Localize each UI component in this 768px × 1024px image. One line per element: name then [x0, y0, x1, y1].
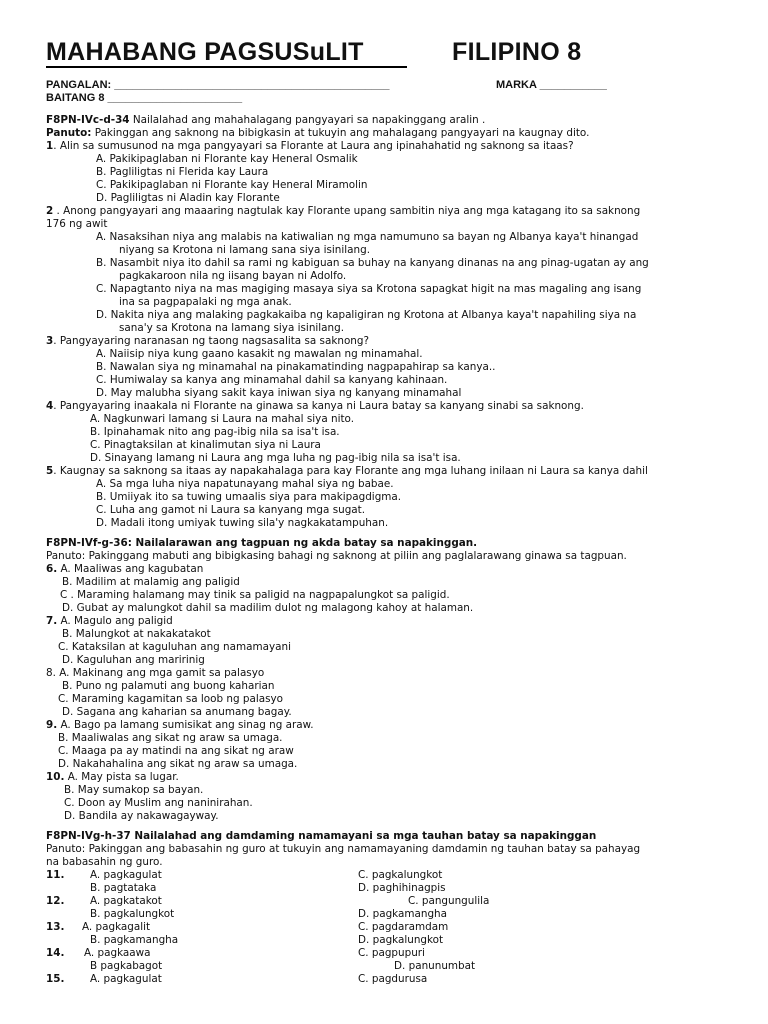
- question-stem: . Anong pangyayari ang maaaring nagtulak kay Florante upang sambitin niya ang mga katagang ito sa saknong: [53, 205, 641, 217]
- choice-continued: sana'y sa Krotona na lamang siya isinilang.: [119, 322, 345, 334]
- choice-continued: ina sa pagpapalaki ng mga anak.: [119, 296, 292, 308]
- choice: C. Humiwalay sa kanya ang minamahal dahil sa kanyang kahinaan.: [96, 374, 448, 386]
- choice: A. Nasaksihan niya ang malabis na katiwalian ng mga namumuno sa bayan ng Albanya kaya't hinangad: [96, 231, 639, 243]
- exam-title: MAHABANG PAGSUSuLIT: [46, 38, 364, 66]
- choice: C. Maaga pa ay matindi na ang sikat ng araw: [58, 745, 294, 757]
- choice: D. pagkamangha: [358, 908, 447, 920]
- choice: A. Naiisip niya kung gaano kasakit ng mawalan ng minamahal.: [96, 348, 423, 360]
- question-number: 15.: [46, 973, 65, 985]
- choice: C. Pakikipaglaban ni Florante kay Heneral Miramolin: [96, 179, 368, 191]
- choice-continued: pagkakaroon nila ng iisang bayan ni Adolfo.: [119, 270, 347, 282]
- choice: B. May sumakop sa bayan.: [64, 784, 204, 796]
- choice: C . Maraming halamang may tinik sa paligid na nagpapalungkot sa paligid.: [60, 589, 450, 601]
- question-stem: . Alin sa sumusunod na mga pangyayari sa Florante at Laura ang ipinahahatid ng saknong sa itaas?: [53, 140, 574, 152]
- question-number: 11.: [46, 869, 65, 881]
- choice: A. pagkaawa: [84, 947, 151, 959]
- choice: B. Malungkot at nakakatakot: [62, 628, 211, 640]
- choice: B. pagkamangha: [90, 934, 179, 946]
- choice: A. pagkagalit: [82, 921, 151, 933]
- choice: D. Nakita niya ang malaking pagkakaiba ng kapaligiran ng Krotona at Albanya kaya't napahiling siya na: [96, 309, 637, 321]
- choice: B. Pagliligtas ni Flerida kay Laura: [96, 166, 269, 178]
- competency-line-3: F8PN-IVg-h-37 Nailalahad ang damdaming namamayani sa mga tauhan batay sa napakinggan: [46, 830, 597, 842]
- title-underline: [46, 66, 407, 68]
- choice: B. Puno ng palamuti ang buong kaharian: [62, 680, 275, 692]
- choice: D. Madali itong umiyak tuwing sila'y nagkakatampuhan.: [96, 517, 389, 529]
- choice: D. Gubat ay malungkot dahil sa madilim dulot ng malagong kahoy at halaman.: [62, 602, 474, 614]
- choice: D. Sinayang lamang ni Laura ang mga luha ng pag-ibig nila sa isa't isa.: [90, 452, 461, 464]
- question-3: [46, 335, 369, 348]
- instructions-label: Panuto:: [46, 127, 92, 139]
- choice: D. Sagana ang kaharian sa anumang bagay.: [62, 706, 292, 718]
- question-8: 8. A. Makinang ang mga gamit sa palasyo: [46, 667, 265, 679]
- question-6: [46, 563, 203, 576]
- choice: C. Pinagtaksilan at kinalimutan siya ni Laura: [90, 439, 321, 451]
- instructions-2: Panuto: Pakinggang mabuti ang bibigkasing bahagi ng saknong at piliin ang paglalarawang ginawa sa tagpuan.: [46, 550, 627, 562]
- question-5: [46, 465, 648, 478]
- question-stem: . Pangyayaring inaakala ni Florante na ginawa sa kanya ni Laura batay sa kanyang sinabi sa saknong.: [53, 400, 584, 412]
- choice: A. Maaliwas ang kagubatan: [57, 563, 204, 575]
- choice: D. pagkalungkot: [358, 934, 444, 946]
- choice: B. Umiiyak ito sa tuwing umaalis siya para makipagdigma.: [96, 491, 402, 503]
- choice: D. Bandila ay nakawagayway.: [64, 810, 219, 822]
- choice: A. pagkagulat: [90, 869, 162, 881]
- choice: A. pagkatakot: [90, 895, 162, 907]
- competency-line-1: [46, 114, 485, 127]
- question-number: 2: [46, 205, 54, 217]
- question-number: 4: [46, 400, 54, 412]
- choice: B. Nasambit niya ito dahil sa rami ng kabiguan sa buhay na kanyang dinanas na ang pinag-ugatan ay ang: [96, 257, 649, 269]
- competency-line-2: F8PN-IVf-g-36: Nailalarawan ang tagpuan ng akda batay sa napakinggan.: [46, 537, 478, 549]
- competency-text: Nailalahad ang mahahalagang pangyayari sa napakinggang aralin .: [129, 114, 486, 126]
- question-stem: . Pangyayaring naranasan ng taong nagsasalita sa saknong?: [53, 335, 369, 347]
- instructions-text: Pakinggan ang saknong na bibigkasin at tukuyin ang mahalagang pangyayari na kaugnay dito.: [91, 127, 590, 139]
- choice: C. Maraming kagamitan sa loob ng palasyo: [58, 693, 284, 705]
- choice: A. Bago pa lamang sumisikat ang sinag ng araw.: [57, 719, 314, 731]
- question-number: 6.: [46, 563, 58, 575]
- question-number: 1: [46, 140, 54, 152]
- choice: C. pagkalungkot: [358, 869, 443, 881]
- choice: D. Kaguluhan ang maririnig: [62, 654, 205, 666]
- question-number: 9.: [46, 719, 58, 731]
- instructions-3-continued: na babasahin ng guro.: [46, 856, 163, 868]
- choice: C. pangungulila: [408, 895, 490, 907]
- choice: C. Doon ay Muslim ang naninirahan.: [64, 797, 253, 809]
- choice: C. Napagtanto niya na mas magiging masaya siya sa Krotona sapagkat higit na mas magaling ang isang: [96, 283, 642, 295]
- question-number: 13.: [46, 921, 65, 933]
- grade-field: BAITANG 8 ______________________: [46, 92, 243, 104]
- choice: C. pagpupuri: [358, 947, 425, 959]
- choice: B. Nawalan siya ng minamahal na pinakamatinding nagpapahirap sa kanya..: [96, 361, 496, 373]
- choice: C. Luha ang gamot ni Laura sa kanyang mga sugat.: [96, 504, 366, 516]
- choice: D. Pagliligtas ni Aladin kay Florante: [96, 192, 280, 204]
- question-number: 3: [46, 335, 54, 347]
- choice: B. Maaliwalas ang sikat ng araw sa umaga.: [58, 732, 283, 744]
- subject-title: FILIPINO 8: [452, 38, 582, 66]
- competency-code: F8PN-IVc-d-34: [46, 114, 130, 126]
- question-1: [46, 140, 574, 153]
- choice: D. Nakahahalina ang sikat ng araw sa umaga.: [58, 758, 298, 770]
- question-number: 10.: [46, 771, 65, 783]
- question-10: [46, 771, 179, 784]
- choice: B. pagkalungkot: [90, 908, 175, 920]
- question-number: 5: [46, 465, 54, 477]
- choice: B. Madilim at malamig ang paligid: [62, 576, 240, 588]
- question-stem: . Kaugnay sa saknong sa itaas ay napakahalaga para kay Florante ang mga luhang inilaan ni Laura sa kanya dahil: [53, 465, 648, 477]
- score-field: MARKA ___________: [496, 79, 607, 91]
- question-7: [46, 615, 173, 628]
- choice: D. panunumbat: [394, 960, 476, 972]
- choice: D. paghihinagpis: [358, 882, 446, 894]
- choice-continued: niyang sa Krotona ni lamang sana siya isinilang.: [119, 244, 371, 256]
- choice: C. pagdurusa: [358, 973, 428, 985]
- question-number: 14.: [46, 947, 65, 959]
- instructions-3: Panuto: Pakinggan ang babasahin ng guro at tukuyin ang namamayaning damdamin ng tauhan batay sa pahayag: [46, 843, 641, 855]
- choice: A. Sa mga luha niya napatunayang mahal siya ng babae.: [96, 478, 394, 490]
- question-4: [46, 400, 584, 413]
- question-stem-continued: 176 ng awit: [46, 218, 108, 230]
- choice: A. pagkagulat: [90, 973, 162, 985]
- name-field: PANGALAN: _____________________________________________: [46, 79, 390, 91]
- choice: A. May pista sa lugar.: [64, 771, 179, 783]
- choice: C. pagdaramdam: [358, 921, 449, 933]
- choice: B. pagtataka: [90, 882, 157, 894]
- question-2: [46, 205, 640, 218]
- choice: D. May malubha siyang sakit kaya iniwan siya ng kanyang minamahal: [96, 387, 462, 399]
- instructions-1: [46, 127, 589, 140]
- question-number: 7.: [46, 615, 58, 627]
- choice: A. Magulo ang paligid: [57, 615, 173, 627]
- choice: C. Kataksilan at kaguluhan ang namamayani: [58, 641, 291, 653]
- choice: B. Ipinahamak nito ang pag-ibig nila sa isa't isa.: [90, 426, 340, 438]
- question-number: 12.: [46, 895, 65, 907]
- choice: B pagkabagot: [90, 960, 163, 972]
- choice: A. Nagkunwari lamang si Laura na mahal siya nito.: [90, 413, 355, 425]
- question-9: [46, 719, 314, 732]
- choice: A. Pakikipaglaban ni Florante kay Heneral Osmalik: [96, 153, 358, 165]
